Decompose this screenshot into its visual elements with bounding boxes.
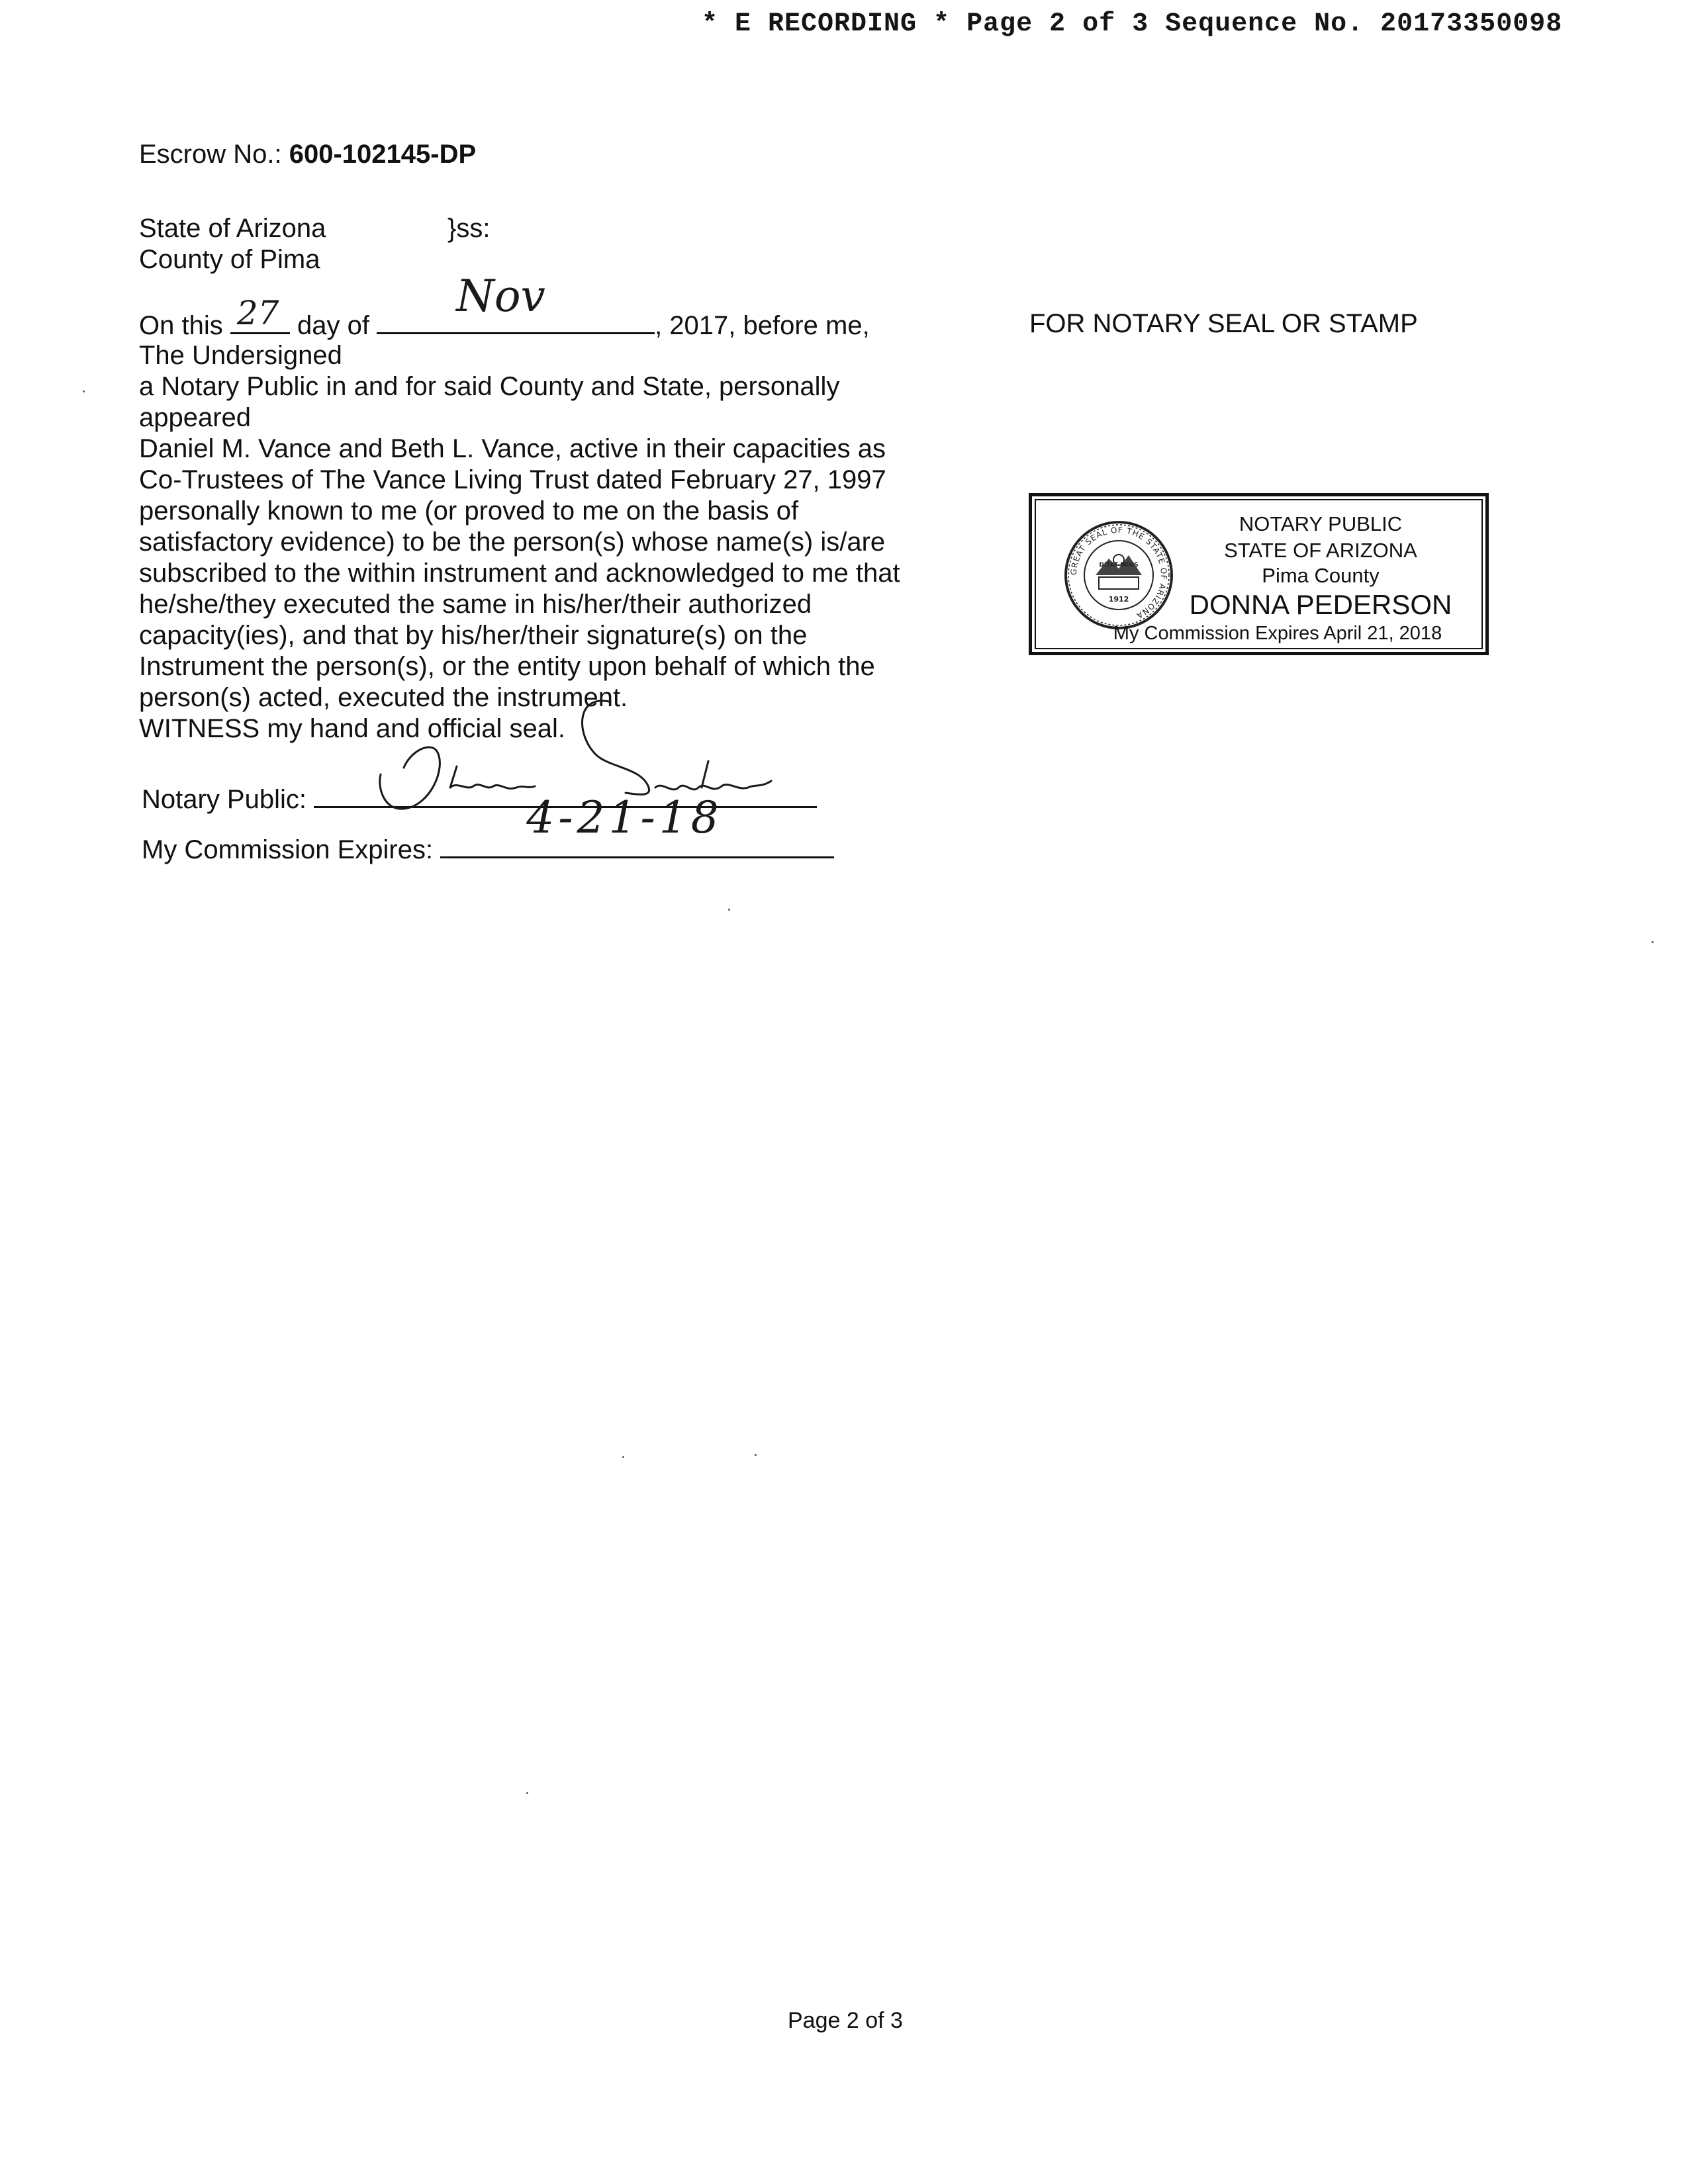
stamp-notary-name: DONNA PEDERSON [1189, 589, 1452, 620]
ack-line: Daniel M. Vance and Beth L. Vance, active in their capacities as [139, 434, 886, 463]
ack-line: appeared [139, 403, 252, 432]
acknowledgment-date-line [139, 271, 870, 341]
on-this-label: On this [139, 311, 223, 340]
ack-line: he/she/they executed the same in his/her/their authorized [139, 590, 812, 619]
ack-line: The Undersigned [139, 341, 342, 370]
stamp-line-notary-public: NOTARY PUBLIC [1239, 512, 1403, 535]
ack-line: personally known to me (or proved to me on the basis of [139, 496, 799, 525]
commission-expires-label: My Commission Expires: [142, 835, 434, 864]
ack-line: subscribed to the within instrument and acknowledged to me that [139, 559, 900, 588]
escrow-line [139, 139, 476, 170]
commission-expires-blank [440, 792, 834, 858]
venue-ss: }ss: [447, 214, 491, 243]
notary-label: Notary Public: [142, 785, 306, 814]
stamp-line-state: STATE OF ARIZONA [1224, 539, 1417, 562]
day-of-label: day of [297, 311, 369, 340]
acknowledgment-body [139, 340, 900, 745]
scan-speck [622, 1456, 624, 1458]
month-handwritten: Nov [456, 271, 545, 322]
stamp-area-caption: FOR NOTARY SEAL OR STAMP [1029, 309, 1418, 338]
scan-speck [83, 390, 85, 392]
arizona-seal-icon [1062, 519, 1175, 631]
seal-motto: DITAT DEUS [1099, 562, 1139, 569]
scan-speck [728, 909, 730, 911]
ack-line: Instrument the person(s), or the entity upon behalf of which the [139, 652, 875, 681]
ack-line: satisfactory evidence) to be the person(s) whose name(s) is/are [139, 527, 886, 557]
stamp-expiry: My Commission Expires April 21, 2018 [1113, 623, 1442, 644]
escrow-label: Escrow No.: [139, 140, 282, 169]
ack-line: capacity(ies), and that by his/her/their signature(s) on the [139, 621, 808, 650]
ack-line: WITNESS my hand and official seal. [139, 714, 565, 743]
page-number: Page 2 of 3 [788, 2008, 903, 2033]
notary-stamp [1029, 493, 1489, 655]
stamp-line-county: Pima County [1262, 564, 1380, 587]
scan-speck [526, 1792, 528, 1794]
ack-line: person(s) acted, executed the instrument. [139, 683, 628, 712]
venue-county: County of Pima [139, 245, 320, 274]
venue-state: State of Arizona [139, 214, 326, 243]
commission-expires-handwritten: 4-21-18 [526, 792, 723, 843]
ack-line: a Notary Public in and for said County and State, personally [139, 372, 840, 401]
month-blank [377, 271, 655, 334]
escrow-number: 600-102145-DP [289, 140, 477, 169]
ack-line: Co-Trustees of The Vance Living Trust dated February 27, 1997 [139, 465, 886, 494]
day-blank [230, 294, 290, 334]
seal-ring-text: GREAT SEAL OF THE STATE OF ARIZONA [1068, 525, 1169, 621]
scan-speck [755, 1454, 757, 1456]
seal-year: 1912 [1108, 595, 1129, 604]
notary-stamp-inner-border [1035, 499, 1483, 649]
year-suffix: , 2017, before me, [655, 311, 870, 340]
recording-banner: * E RECORDING * Page 2 of 3 Sequence No. 20173350098 [702, 9, 1563, 39]
day-handwritten: 27 [236, 294, 279, 332]
scan-speck [1652, 941, 1654, 943]
